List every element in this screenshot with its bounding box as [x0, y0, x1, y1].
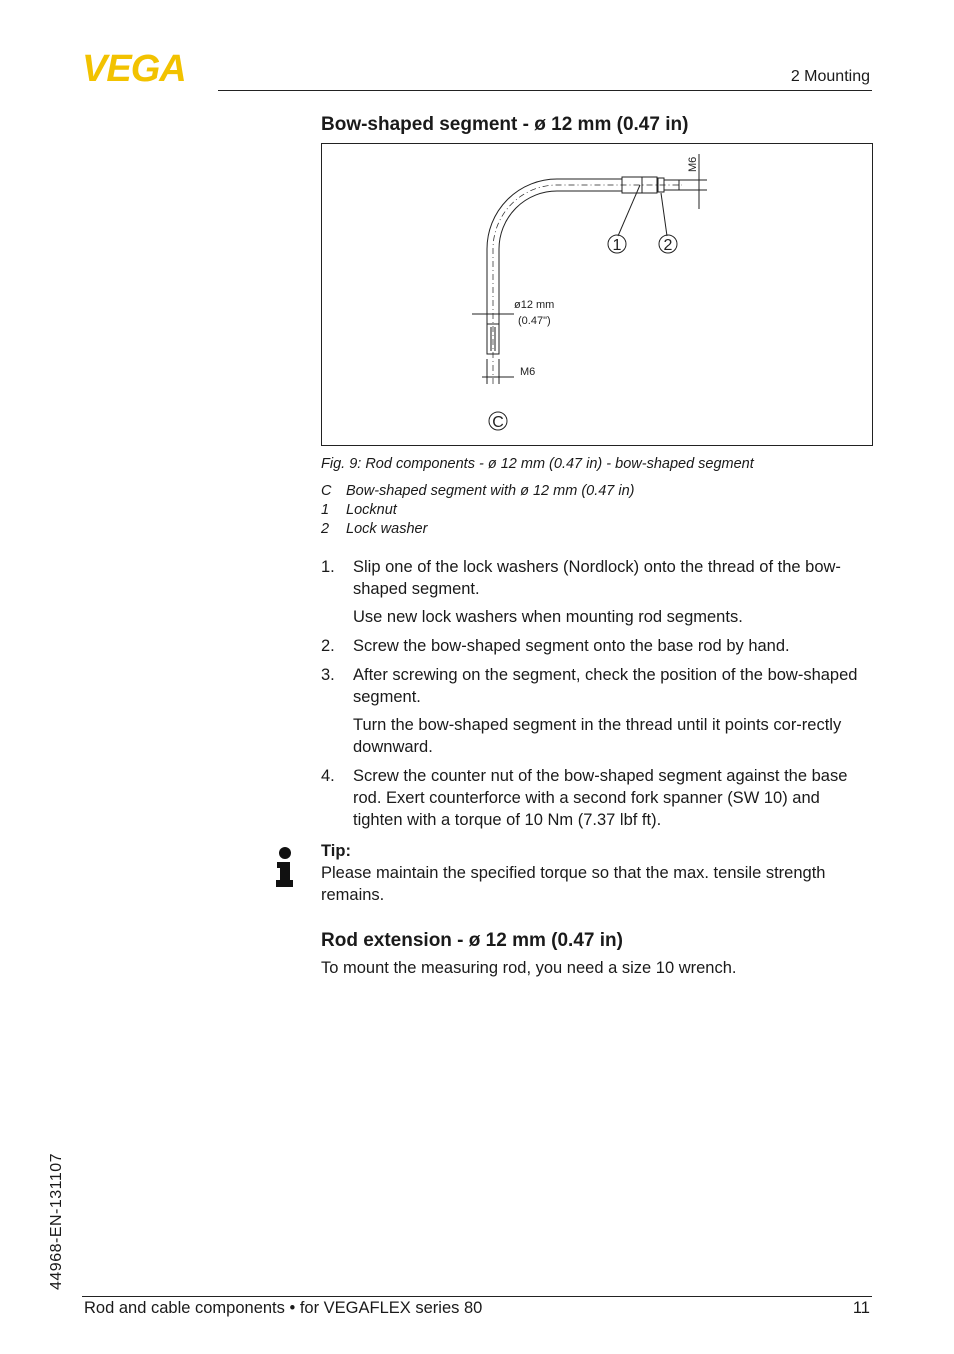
section-label: 2 Mounting [790, 68, 870, 85]
svg-text:VEGA: VEGA [82, 52, 186, 84]
label-callout2: 2 [663, 237, 673, 254]
bow-outer-edge [487, 179, 622, 307]
figure-rod-components [321, 143, 873, 446]
step-item: 4. Screw the counter nut of the bow-shaped segment against the base rod. Exert counterforce with a second fork spanner (SW 10) and tighten with a torque of 10 Nm (7.37 lbf ft). [321, 767, 848, 829]
figure-caption: Fig. 9: Rod components - ø 12 mm (0.47 in) - bow-shaped segment [321, 456, 754, 472]
legend-row: C Bow-shaped segment with ø 12 mm (0.47 in) [321, 483, 635, 499]
footer-title: Rod and cable components • for VEGAFLEX series 80 [84, 1299, 483, 1317]
bow-inner-edge [499, 191, 622, 307]
header-rule [218, 90, 872, 91]
vega-logo [82, 52, 212, 84]
figure-legend [321, 482, 635, 539]
bow-segment-drawing [322, 144, 874, 447]
label-diameter-mm: ø12 mm [514, 299, 555, 311]
mounting-steps [321, 556, 873, 838]
legend-row: 1 Locknut [321, 502, 397, 518]
heading-bow-shaped-segment: Bow-shaped segment - ø 12 mm (0.47 in) [321, 114, 689, 135]
step-item: 2. Screw the bow-shaped segment onto the base rod by hand. [321, 637, 790, 655]
page-number: 11 [852, 1299, 870, 1317]
tip-block [321, 840, 881, 906]
step-item: 3. After screwing on the segment, check the position of the bow-shaped segment. Turn the bow-shaped segment in the thread until it points cor-rectly downward. [321, 666, 858, 756]
legend-row: 2 Lock washer [321, 521, 428, 537]
document-id: 44968-EN-131107 [48, 1152, 65, 1290]
heading-rod-extension: Rod extension - ø 12 mm (0.47 in) [321, 930, 623, 951]
label-callout1: 1 [612, 237, 622, 254]
step-item: 1. Slip one of the lock washers (Nordlock) onto the thread of the bow-shaped segment. Use new lock washers when mounting rod segments. [321, 558, 841, 626]
info-icon [272, 847, 298, 887]
tip-text: Please maintain the specified torque so that the max. tensile strength remains. [321, 864, 826, 904]
label-diameter-in: (0.47") [518, 315, 551, 327]
callout2-leader [661, 193, 667, 236]
bow-centerline [493, 185, 682, 384]
label-m6-bottom: M6 [520, 366, 536, 378]
label-item-c: C [492, 414, 504, 431]
label-m6-top: M6 [687, 156, 699, 172]
rod-extension-text: To mount the measuring rod, you need a size 10 wrench. [321, 959, 737, 977]
footer-rule [82, 1296, 872, 1297]
tip-title: Tip: [321, 842, 351, 860]
